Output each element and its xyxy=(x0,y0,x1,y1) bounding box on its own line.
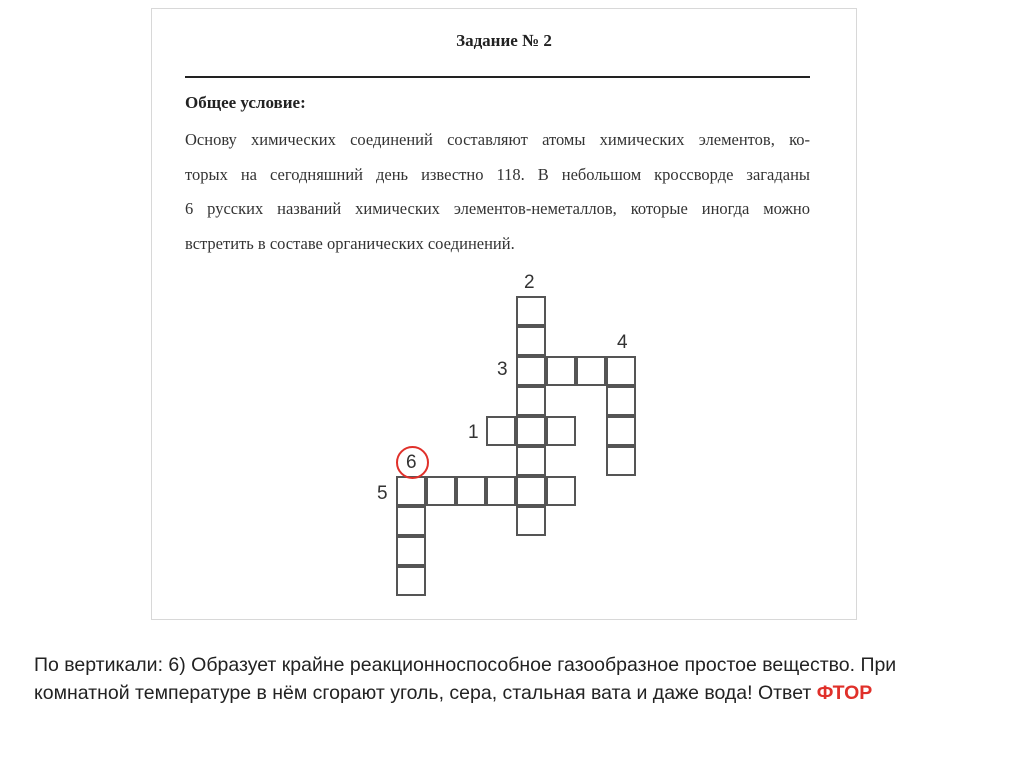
crossword-cell[interactable] xyxy=(516,506,546,536)
crossword-cell[interactable] xyxy=(546,476,576,506)
crossword-cell[interactable] xyxy=(486,476,516,506)
crossword-cell[interactable] xyxy=(396,506,426,536)
crossword-cell[interactable] xyxy=(546,416,576,446)
crossword-cell[interactable] xyxy=(486,416,516,446)
condition-line: 6 русских названий химических элементов-неметаллов, которые иногда можно xyxy=(185,199,810,218)
crossword-cell[interactable] xyxy=(606,446,636,476)
crossword-cell[interactable] xyxy=(396,476,426,506)
task-title: Задание № 2 xyxy=(456,31,552,50)
crossword-cell[interactable] xyxy=(426,476,456,506)
condition-line: встретить в составе органических соединений. xyxy=(185,233,515,253)
crossword-cell[interactable] xyxy=(606,356,636,386)
crossword-cell[interactable] xyxy=(516,296,546,326)
crossword-cell[interactable] xyxy=(516,476,546,506)
crossword-cell[interactable] xyxy=(606,416,636,446)
task-document xyxy=(151,8,857,620)
crossword-cell[interactable] xyxy=(456,476,486,506)
crossword-cell[interactable] xyxy=(516,416,546,446)
crossword-cell[interactable] xyxy=(396,536,426,566)
condition-line: торых на сегодняшний день известно 118. В небольшом кроссворде загаданы xyxy=(185,164,810,184)
clue-number-6: 6 xyxy=(406,452,417,473)
answer-word: ФТОР xyxy=(816,682,873,704)
clue-number-5: 5 xyxy=(377,483,388,504)
condition-label: Общее условие: xyxy=(185,93,306,112)
clue-number-4: 4 xyxy=(617,332,628,353)
clue-text: По вертикали: 6) Образует крайне реакционноспособное газообразное простое вещество. При комнатной температуре в нём сгорают уголь, сера, стальная вата и даже вода! Ответ xyxy=(34,654,897,704)
crossword-cell[interactable] xyxy=(516,356,546,386)
clue-number-1: 1 xyxy=(468,422,479,443)
clue-caption xyxy=(34,651,994,707)
clue-number-3: 3 xyxy=(497,359,508,380)
crossword-cell[interactable] xyxy=(576,356,606,386)
crossword-cell[interactable] xyxy=(606,386,636,416)
crossword-cell[interactable] xyxy=(546,356,576,386)
crossword-cell[interactable] xyxy=(516,386,546,416)
condition-line: Основу химических соединений составляют атомы химических элементов, ко- xyxy=(185,130,810,149)
crossword-cell[interactable] xyxy=(516,326,546,356)
title-divider xyxy=(185,76,810,78)
condition-text xyxy=(185,123,810,261)
crossword-cell[interactable] xyxy=(396,566,426,596)
crossword-cell[interactable] xyxy=(516,446,546,476)
clue-number-2: 2 xyxy=(524,272,535,293)
